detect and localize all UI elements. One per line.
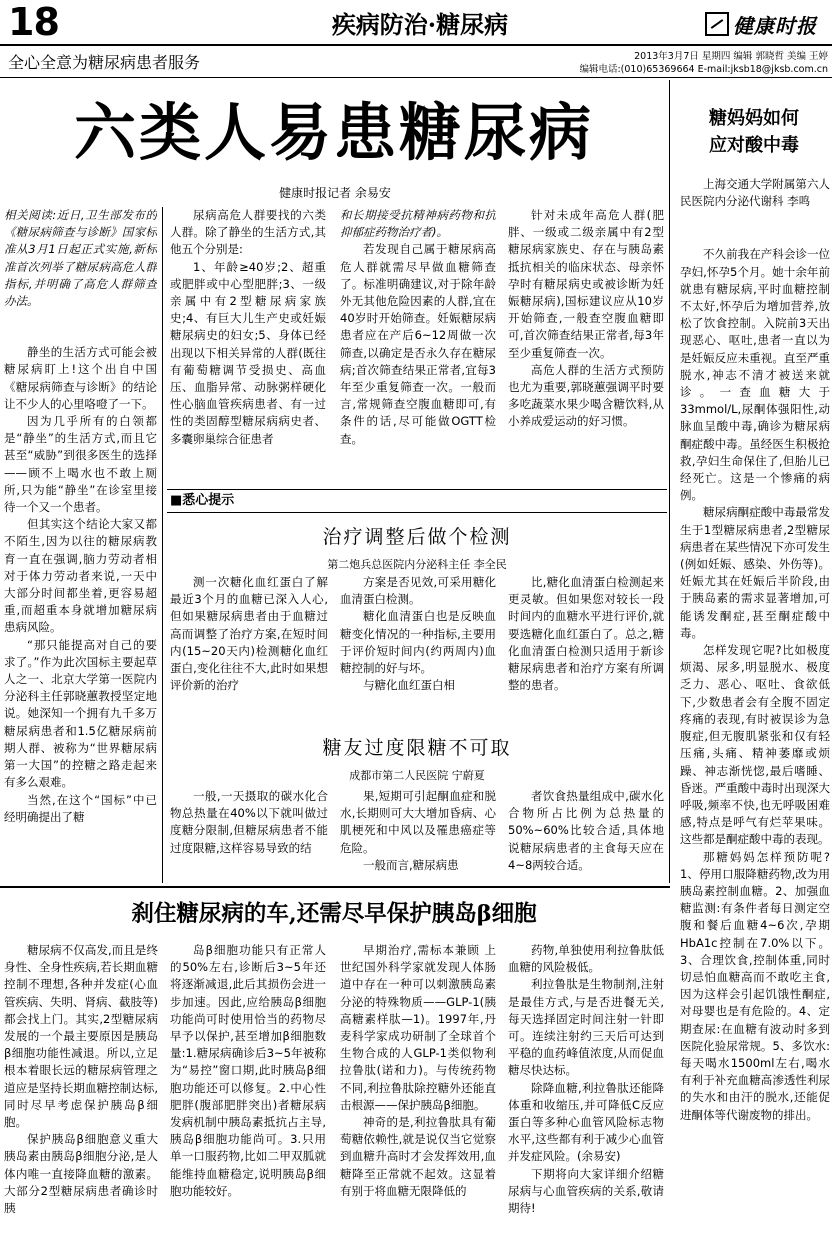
tips-1-col-1 xyxy=(170,574,328,732)
main-headline: 六类人易患糖尿病 xyxy=(74,96,595,169)
tips-rule xyxy=(167,489,667,490)
paragraph: 早期治疗,需标本兼顾 上世纪国外科学家就发现人体肠道中存在一种可以刺激胰岛素分泌的特殊物质——GLP-1(胰高糖素样肽—1)。1997年,丹麦科学家成功研制了全球首个生物合成的人GLP-1类似物利拉鲁肽(诺和力)。与传统药物不同,利拉鲁肽除控糖外还能直击根源——保护胰岛β细胞。 xyxy=(340,943,496,1112)
slogan: 全心全意为糖尿病患者服务 xyxy=(8,53,201,72)
tips-article-1-byline: 第二炮兵总医院内分泌科主任 李全民 xyxy=(327,558,507,571)
masthead-name: 健康时报 xyxy=(733,13,817,38)
sidebar-divider xyxy=(669,80,670,883)
paragraph: 1、年龄≥40岁;2、超重或肥胖或中心型肥胖;3、一级亲属中有2型糖尿病家族史;4、有巨大儿生产史或妊娠糖尿病史的妇女;5、身体已经出现以下相关异常的人群(既往有葡萄糖调节受损史、高血压、血脂异常、动脉粥样硬化性心脑血管疾病患者、有一过性的类固醇型糖尿病病史者、多囊卵巢综合征患者 xyxy=(170,259,326,446)
related-reading: 相关阅读:近日,卫生部发布的《糖尿病筛查与诊断》国家标准从3月1日起正式实施,新标准首次列举了糖尿病高危人群指标,并明确了高危人群筛查办法。 xyxy=(4,208,157,309)
bottom-col-3 xyxy=(340,942,496,1240)
sidebar-author: 上海交通大学附属第六人民医院内分泌代谢科 李鸣 xyxy=(680,177,830,209)
paragraph: 药物,单独使用利拉鲁肽低血糖的风险极低。 xyxy=(508,943,664,975)
header-rule-lower xyxy=(0,77,832,78)
bottom-col-1 xyxy=(4,942,158,1240)
bottom-article-rule xyxy=(0,886,670,888)
paragraph: 一般,一天摄取的碳水化合物总热量在40%以下就叫做过度糖分限制,但糖尿病患者不能过度限糖,这样容易导致的结 xyxy=(170,789,328,855)
sidebar-body xyxy=(680,176,830,1236)
main-col-4 xyxy=(508,207,664,482)
tips-1-col-2 xyxy=(340,574,496,732)
paragraph: 保护胰岛β细胞意义重大 胰岛素由胰岛β细胞分泌,是人体内唯一直接降血糖的激素。大部分2型糖尿病患者确诊时胰 xyxy=(4,1132,158,1216)
sidebar-title-2: 应对酸中毒 xyxy=(709,135,799,156)
paragraph: 者饮食热量组成中,碳水化合物所占比例为总热量的50%~60%比较合适,具体地说糖尿病患者的主食每天应在4~8两较合适。 xyxy=(508,789,664,872)
main-col-1 xyxy=(4,207,157,881)
paragraph: 若发现自己属于糖尿病高危人群就需尽早做血糖筛查了。标准明确建议,对于除年龄外无其他危险因素的人群,宜在40岁时开始筛查。妊娠糖尿病患者应在产后6~12周做一次筛查,以确定是否永久存在糖尿病;首次筛查结果正常者,宜每3年至少重复筛查一次。一般而言,常规筛查空腹血糖即可,有条件的话,尽可能做OGTT检查。 xyxy=(340,242,496,446)
contact-line: 编辑电话:(010)65369664 E-mail:jksb18@jksb.com.cn xyxy=(579,64,828,75)
masthead-icon xyxy=(705,12,729,36)
tips-2-col-2 xyxy=(340,788,496,882)
bottom-col-2 xyxy=(170,942,326,1240)
paragraph: 岛β细胞功能只有正常人的50%左右,诊断后3~5年还将逐渐减退,此后其损伤会进一步加速。因此,应给胰岛β细胞功能尚可时使用恰当的药物尽早予以保护,甚至增加β细胞数量:1.糖尿病确诊后3~5年被称为“易控”窗口期,此时胰岛β细胞功能还可以修复。2.中心性肥胖(腹部肥胖突出)者糖尿病发病机制中胰岛素抵抗占主导,胰岛β细胞功能尚可。3.只用单一口服药物,比如二甲双胍就能维持血糖稳定,说明胰岛β细胞功能较好。 xyxy=(170,943,326,1198)
paragraph: 利拉鲁肽是生物制剂,注射是最佳方式,与是否进餐无关,每天选择固定时间注射一针即可。连续注射约三天后可达到平稳的血药峰值浓度,从而促血糖尽快达标。 xyxy=(508,977,664,1078)
paragraph: 但其实这个结论大家又都不陌生,因为以往的糖尿病教育一直在强调,脑力劳动者相对于体力劳动者来说,一天中大部分时间都坐着,更容易超重,而超重本身就增加糖尿病患病风险。 xyxy=(4,517,157,635)
paragraph: 除降血糖,利拉鲁肽还能降体重和收缩压,并可降低C反应蛋白等多种心血管风险标志物水平,这些都有利于减少心血管并发症风险。(余易安) xyxy=(508,1080,664,1164)
paragraph: 和长期接受抗精神病药物和抗抑郁症药物治疗者)。 xyxy=(340,208,496,240)
paragraph: 当然,在这个“国标”中已经明确提出了糖 xyxy=(4,792,157,824)
tips-2-col-1 xyxy=(170,788,328,882)
paragraph: 一般而言,糖尿病患 xyxy=(363,857,459,872)
section-title: 疾病防治·糖尿病 xyxy=(331,10,509,39)
header-rule xyxy=(0,44,832,46)
bottom-col-4 xyxy=(508,942,664,1240)
paragraph: 糖尿病酮症酸中毒最常发生于1型糖尿病患者,2型糖尿病患者在某些情况下亦可发生(例如妊娠、感染、外伤等)。妊娠尤其在妊娠后半阶段,由于胰岛素的需求显著增加,可能诱发酮症,甚至酮症酸中毒。 xyxy=(680,505,830,640)
tips-article-2-byline: 成都市第二人民医院 宁蔚夏 xyxy=(349,769,485,782)
main-col-3 xyxy=(340,207,496,482)
paragraph: 神奇的是,利拉鲁肽具有葡萄糖依赖性,就是说仅当它觉察到血糖升高时才会发挥效用,血糖降至正常就不起效。这显着有别于将血糖无限降低的 xyxy=(340,1115,496,1198)
paragraph: 针对未成年高危人群(肥胖、一级或二级亲属中有2型糖尿病家族史、存在与胰岛素抵抗相关的临床状态、母亲怀孕时有糖尿病史或被诊断为妊娠糖尿病),国标建议应从10岁开始筛查,一般查空腹血糖即可,首次筛查结果正常者,每3年至少重复筛查一次。 xyxy=(508,208,664,360)
paragraph: 测一次糖化血红蛋白了解最近3个月的血糖已深入人心,但如果糖尿病患者由于血糖过高而调整了治疗方案,在短时间内(15~20天内)检测糖化血红蛋白,变化往往不大,此时如果想评价新的治疗 xyxy=(170,575,328,693)
paragraph: 因为几乎所有的白领都是“静坐”的生活方式,而且它甚至“威胁”到很多医生的选择——顾不上喝水也不敢上厕所,只为能“静坐”在诊室里接待一个又一个患者。 xyxy=(4,414,157,515)
masthead-logo xyxy=(705,10,829,38)
paragraph: 糖化血清蛋白也是反映血糖变化情况的一种指标,主要用于评价短时间内(约两周内)血糖控制的好与坏。 xyxy=(340,609,496,676)
bottom-headline: 刹住糖尿病的车,还需尽早保护胰岛β细胞 xyxy=(131,901,537,927)
paragraph: 尿病高危人群要找的六类人群。除了静坐的生活方式,其他五个分别是: xyxy=(170,208,326,257)
tips-label: ■悉心提示 xyxy=(170,493,235,508)
tips-2-col-3 xyxy=(508,788,664,882)
sidebar-title-1: 糖妈妈如何 xyxy=(709,108,799,129)
tips-1-col-3 xyxy=(508,574,664,732)
paragraph: 果,短期可引起酮血症和脱水,长期则可大大增加昏病、心肌梗死和中风以及罹患癌症等危险。 xyxy=(340,789,496,855)
tips-label-rule xyxy=(167,512,667,513)
page-number: 18 xyxy=(8,0,59,44)
paragraph: 下期将向大家详细介绍糖尿病与心血管疾病的关系,敬请期待! xyxy=(508,1166,664,1216)
tips-article-1-title: 治疗调整后做个检测 xyxy=(322,526,512,548)
paragraph: 怎样发现它呢?比如极度烦渴、尿多,明显脱水、极度乏力、恶心、呕吐、食欲低下,少数患者会有全腹不固定疼痛的表现,有时被误诊为急腹症,但无腹肌紧张和仅有轻压痛,头痛、精神萎靡或烦躁、神志渐恍惚,最后嗜睡、昏迷。严重酸中毒时出现深大呼吸,频率不快,也无呼吸困难感,特点是呼气有烂苹果味。这些都是酮症酸中毒的表现。 xyxy=(680,643,830,847)
main-col-2 xyxy=(170,207,326,482)
paragraph: 方案是否见效,可采用糖化血清蛋白检测。 xyxy=(340,575,496,607)
tips-article-2-title: 糖友过度限糖不可取 xyxy=(322,737,512,759)
paragraph: 那糖妈妈怎样预防呢?1、停用口服降糖药物,改为用胰岛素控制血糖。2、加强血糖监测:有条件者每日测定空腹和餐后血糖4~6次,孕期HbA1c控制在7.0%以下。3、合理饮食,控制体重,同时切忌怕血糖高而不敢吃主食,因为这样会引起饥饿性酮症,对母婴也是有危险的。4、定期查尿:在血糖有波动时多到医院化验尿常规。5、多饮水:每天喝水1500ml左右,喝水有利于补充血糖高渗透性利尿的失水和由汗的脱水,还能促进酮体等代谢废物的排出。 xyxy=(680,849,830,1122)
date-line: 2013年3月7日 星期四 编辑 郭晓哲 美编 王婷 xyxy=(634,51,828,62)
paragraph: 比,糖化血清蛋白检测起来更灵敏。但如果您对较长一段时间内的血糖水平进行评价,就要选糖化血红蛋白了。总之,糖化血清蛋白检测只适用于新诊糖尿病患者和治疗方案有所调整的患者。 xyxy=(508,575,664,693)
paragraph: “那只能提高对自己的要求了。”作为此次国标主要起草人之一、北京大学第一医院内分泌科主任郭晓蕙教授坚定地说。她深知一个拥有九千多万糖尿病患者和1.5亿糖尿病前期人群、被称为“世界糖尿病第一大国”的控糖之路走起来有多么艰难。 xyxy=(4,637,157,790)
paragraph: 不久前我在产科会诊一位孕妇,怀孕5个月。她十余年前就患有糖尿病,平时血糖控制不太好,怀孕后为增加营养,放松了饮食控制。入院前3天出现恶心、呕吐,患者一直以为是妊娠反应未重视。直至严重脱水,神志不清才被送来就诊。一查血糖大于33mmol/L,尿酮体强阳性,动脉血呈酸中毒,确诊为糖尿病酮症酸中毒。虽经医生积极抢救,孕妇生命保住了,但胎儿已经死亡。这是一个惨痛的病例。 xyxy=(680,247,830,503)
column-divider xyxy=(162,207,163,883)
paragraph: 与糖化血红蛋白相 xyxy=(363,678,455,693)
main-byline: 健康时报记者 余易安 xyxy=(279,186,391,200)
paragraph: 高危人群的生活方式预防也尤为重要,郭晓蕙强调平时要多吃蔬菜水果少喝含糖饮料,从小养成爱运动的好习惯。 xyxy=(508,362,664,429)
paragraph: 静坐的生活方式可能会被糖尿病盯上!这个出自中国《糖尿病筛查与诊断》的结论让不少人的心里咯噔了一下。 xyxy=(4,345,157,411)
paragraph: 糖尿病不仅高发,而且是终身性、全身性疾病,若长期血糖控制不理想,各种并发症(心血管疾病、失明、肾病、截肢等)都会找上门。其实,2型糖尿病发展的一个最主要原因是胰岛β细胞功能性减退。所以,立足根本着眼长远的糖尿病管理之道应是坚持长期血糖控制达标,同时尽早考虑保护胰岛β细胞。 xyxy=(4,943,158,1130)
